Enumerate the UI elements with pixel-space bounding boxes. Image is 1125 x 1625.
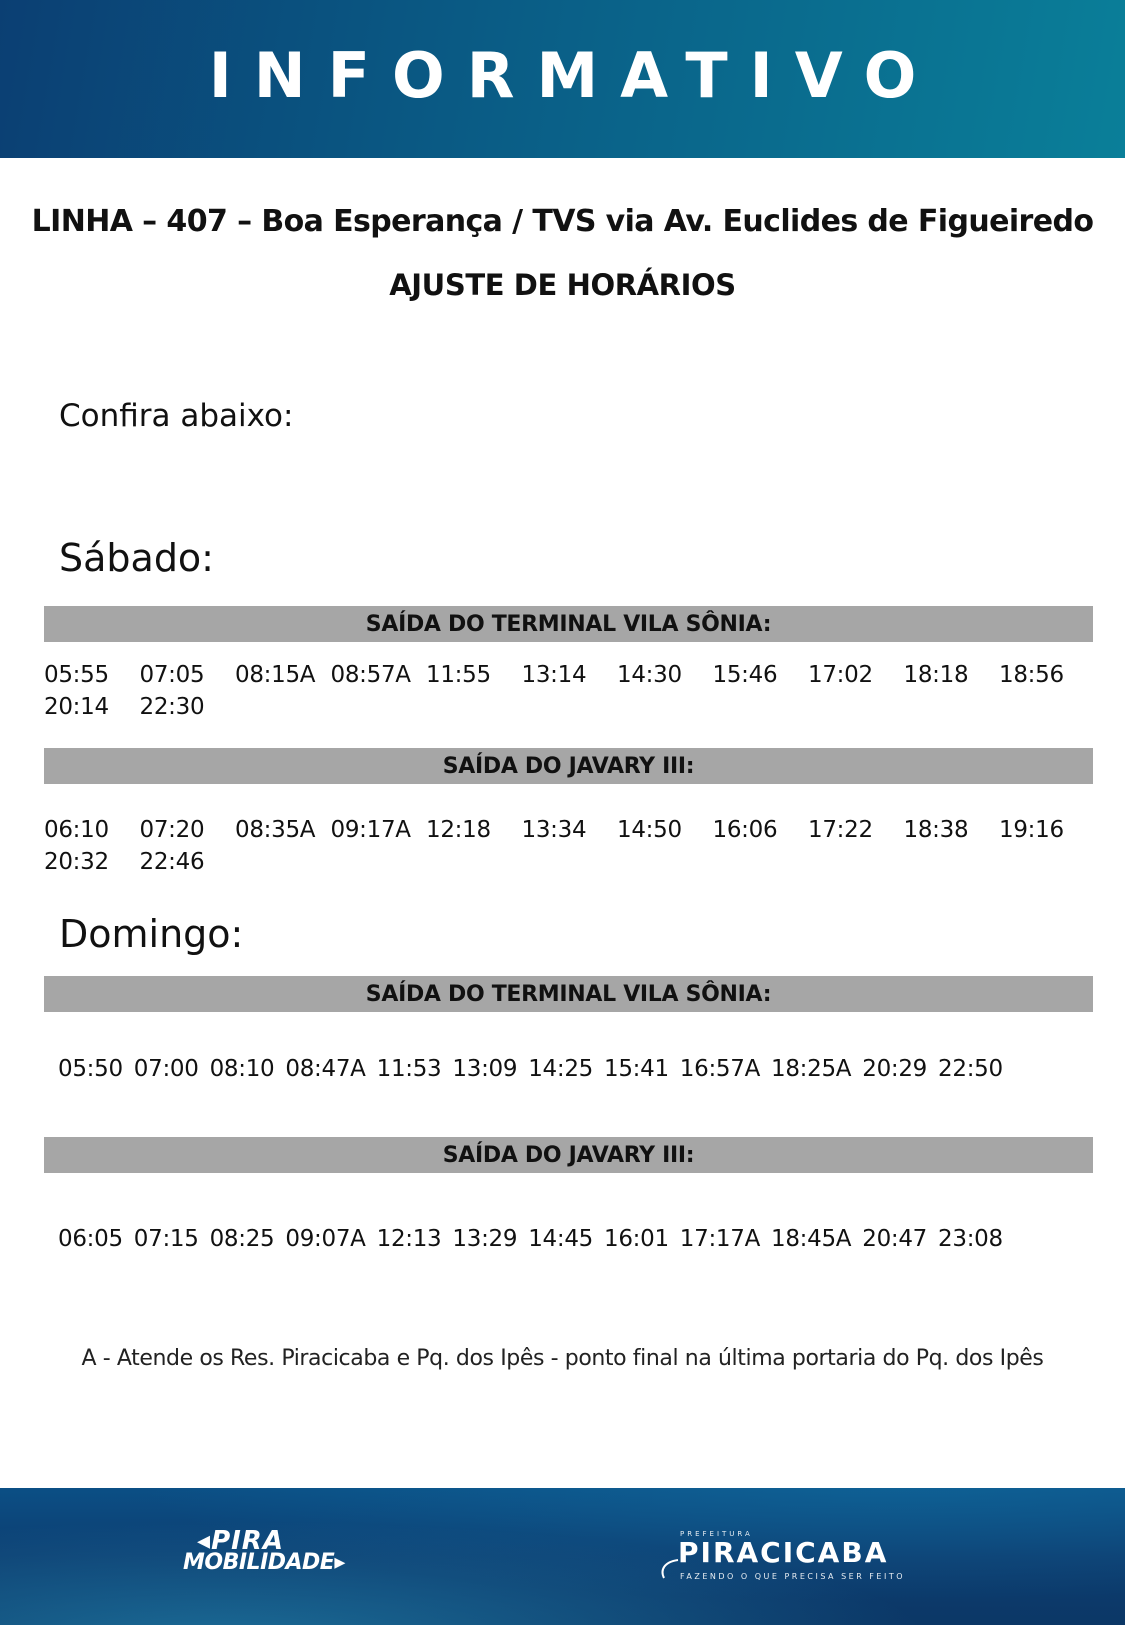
header-banner [0,0,1125,158]
departure-time: 13:09 [452,1056,518,1082]
departure-time: 14:25 [528,1056,593,1082]
pref-tagline: FAZENDO O QUE PRECISA SER FEITO [680,1572,906,1581]
departure-time: 07:05 [139,662,205,688]
departure-time: 14:30 [617,662,682,688]
saturday-terminal-times [44,662,1104,720]
departure-time: 14:45 [528,1226,593,1252]
departure-time: 17:22 [808,817,873,843]
departure-time: 07:15 [133,1226,199,1252]
departure-time: 16:01 [604,1226,669,1252]
departure-time: 06:10 [44,817,109,843]
departure-time: 09:17A [330,817,411,843]
departure-time: 20:32 [44,849,109,875]
departure-time: 18:45A [771,1226,852,1252]
departure-time: 17:17A [679,1226,761,1252]
departure-time: 23:08 [938,1226,1003,1252]
pref-name: PIRACICABA [678,1536,889,1569]
departure-time: 17:02 [808,662,873,688]
departure-time: 08:25 [209,1226,275,1252]
departure-time: 05:55 [44,662,109,688]
prefeitura-logo [658,1530,905,1581]
departure-time: 18:25A [771,1056,852,1082]
departure-time: 18:38 [903,817,969,843]
pira-arrow-right-icon: ▸ [334,1550,345,1575]
sunday-javary-times [58,1226,1118,1252]
departure-time: 08:35A [235,817,316,843]
pira-logo-line2: MOBILIDADE [183,1550,335,1575]
departure-time: 14:50 [617,817,682,843]
header-title: INFORMATIVO [208,38,939,112]
departure-time: 22:46 [139,849,205,875]
departure-time: 20:47 [862,1226,928,1252]
departure-time: 08:15A [235,662,316,688]
pref-small: PREFEITURA [680,1530,753,1538]
departure-time: 12:18 [426,817,491,843]
departure-time: 05:50 [58,1056,123,1082]
departure-time: 13:14 [521,662,587,688]
saturday-javary-times [44,817,1104,875]
footnote: A - Atende os Res. Piracicaba e Pq. dos Ipês - ponto final na última portaria do Pq. dos Ipês [81,1346,1044,1371]
departure-time: 18:56 [999,662,1064,688]
departure-time: 06:05 [58,1226,123,1252]
sunday-javary-heading: SAÍDA DO JAVARY III: [44,1137,1093,1173]
intro-text: Confira abaixo: [59,398,294,434]
departure-time: 13:34 [521,817,587,843]
departure-time: 15:46 [712,662,778,688]
line-title: LINHA – 407 – Boa Esperança / TVS via Av. Euclides de Figueiredo [31,204,1094,239]
sunday-terminal-times [58,1056,1118,1082]
departure-time: 08:57A [330,662,411,688]
departure-time: 09:07A [285,1226,366,1252]
footer-banner [0,1488,1125,1625]
departure-time: 20:29 [862,1056,928,1082]
sunday-label: Domingo: [59,912,244,956]
pira-arrow-icon: ◂ [197,1526,212,1556]
sunday-terminal-heading: SAÍDA DO TERMINAL VILA SÔNIA: [44,976,1093,1012]
departure-time: 08:47A [285,1056,366,1082]
departure-time: 16:57A [679,1056,761,1082]
departure-time: 22:30 [139,694,205,720]
departure-time: 20:14 [44,694,109,720]
departure-time: 07:00 [133,1056,199,1082]
saturday-terminal-heading: SAÍDA DO TERMINAL VILA SÔNIA: [44,606,1093,642]
pira-logo-line1: PIRA [211,1526,284,1556]
sub-title: AJUSTE DE HORÁRIOS [389,268,736,302]
departure-time: 16:06 [712,817,778,843]
departure-time: 18:18 [903,662,969,688]
departure-time: 11:53 [376,1056,442,1082]
departure-time: 15:41 [604,1056,669,1082]
departure-time: 07:20 [139,817,205,843]
departure-time: 12:13 [376,1226,442,1252]
saturday-javary-heading: SAÍDA DO JAVARY III: [44,748,1093,784]
departure-time: 22:50 [938,1056,1003,1082]
pira-mobilidade-logo [183,1526,345,1575]
departure-time: 13:29 [452,1226,518,1252]
departure-time: 19:16 [999,817,1064,843]
departure-time: 11:55 [426,662,491,688]
departure-time: 08:10 [209,1056,275,1082]
saturday-label: Sábado: [59,536,214,580]
